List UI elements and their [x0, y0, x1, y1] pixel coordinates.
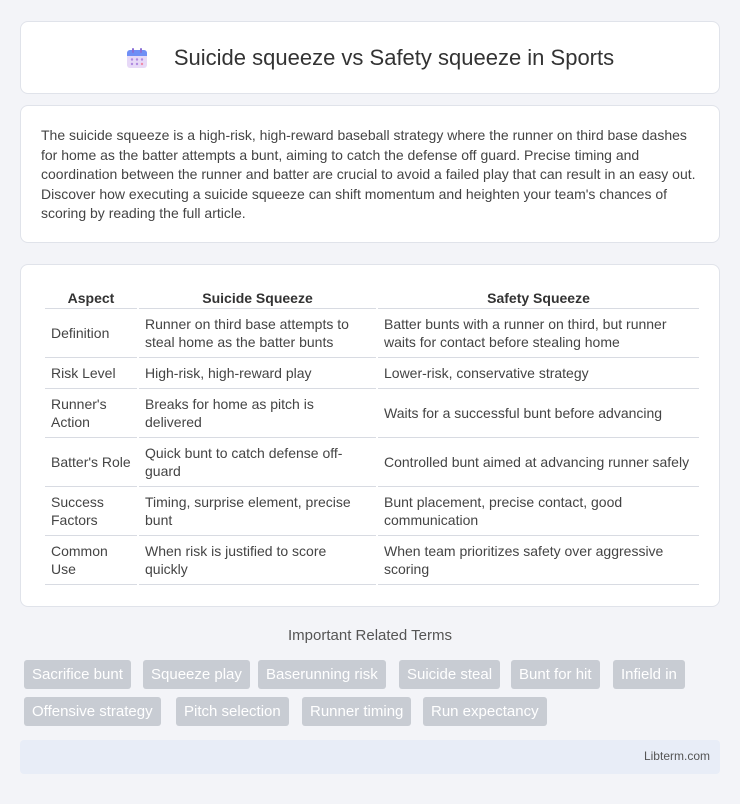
cell-safety: Lower-risk, conservative strategy	[378, 358, 699, 389]
cell-aspect: Batter's Role	[45, 438, 137, 487]
table-row	[45, 536, 699, 585]
cell-suicide: High-risk, high-reward play	[139, 358, 376, 389]
cell-suicide: Timing, surprise element, precise bunt	[139, 487, 376, 536]
cell-aspect: Risk Level	[45, 358, 137, 389]
tag-infield-in[interactable]: Infield in	[613, 660, 685, 689]
cell-safety: Batter bunts with a runner on third, but runner waits for contact before stealing home	[378, 309, 699, 358]
intro-paragraph: The suicide squeeze is a high-risk, high-reward baseball strategy where the runner on third base dashes for home as the batter attempts a bunt, aiming to catch the defense off guard. Precise timing and coordination between the runner and batter are crucial to avoid a failed play that can result in an easy out. Discover how executing a suicide squeeze can shift momentum and heighten your team's chances of scoring by reading the full article.	[41, 127, 696, 222]
page-title	[126, 45, 614, 71]
intro-card	[20, 105, 720, 243]
cell-suicide: Quick bunt to catch defense off-guard	[139, 438, 376, 487]
tag-pitch-selection[interactable]: Pitch selection	[176, 697, 289, 726]
cell-safety: When team prioritizes safety over aggressive scoring	[378, 536, 699, 585]
tag-run-expectancy[interactable]: Run expectancy	[423, 697, 547, 726]
related-terms-title: Important Related Terms	[288, 627, 452, 644]
table-header-row	[45, 287, 699, 309]
cell-aspect: Runner's Action	[45, 389, 137, 438]
cell-safety: Bunt placement, precise contact, good communication	[378, 487, 699, 536]
tag-bunt-for-hit[interactable]: Bunt for hit	[511, 660, 600, 689]
header-aspect: Aspect	[45, 287, 137, 309]
header-suicide-squeeze: Suicide Squeeze	[139, 287, 376, 309]
tag-offensive-strategy[interactable]: Offensive strategy	[24, 697, 161, 726]
cell-safety: Waits for a successful bunt before advancing	[378, 389, 699, 438]
cell-safety: Controlled bunt aimed at advancing runner safely	[378, 438, 699, 487]
cell-suicide: Breaks for home as pitch is delivered	[139, 389, 376, 438]
comparison-table	[43, 287, 701, 585]
tag-squeeze-play[interactable]: Squeeze play	[143, 660, 250, 689]
title-card	[20, 21, 720, 94]
tag-suicide-steal[interactable]: Suicide steal	[399, 660, 500, 689]
page-title-text: Suicide squeeze vs Safety squeeze in Sports	[173, 44, 615, 70]
table-row	[45, 389, 699, 438]
cell-aspect: Definition	[45, 309, 137, 358]
tag-sacrifice-bunt[interactable]: Sacrifice bunt	[24, 660, 131, 689]
cell-aspect: Common Use	[45, 536, 137, 585]
footer-brand[interactable]: Libterm.com	[643, 749, 710, 763]
table-row	[45, 358, 699, 389]
header-safety-squeeze: Safety Squeeze	[378, 287, 699, 309]
calendar-icon	[126, 47, 148, 69]
cell-suicide: When risk is justified to score quickly	[139, 536, 376, 585]
table-row	[45, 438, 699, 487]
table-row	[45, 487, 699, 536]
table-row	[45, 309, 699, 358]
tag-baserunning-risk[interactable]: Baserunning risk	[258, 660, 386, 689]
footer	[20, 740, 720, 774]
cell-aspect: Success Factors	[45, 487, 137, 536]
comparison-card	[20, 264, 720, 607]
tag-runner-timing[interactable]: Runner timing	[302, 697, 411, 726]
cell-suicide: Runner on third base attempts to steal home as the batter bunts	[139, 309, 376, 358]
